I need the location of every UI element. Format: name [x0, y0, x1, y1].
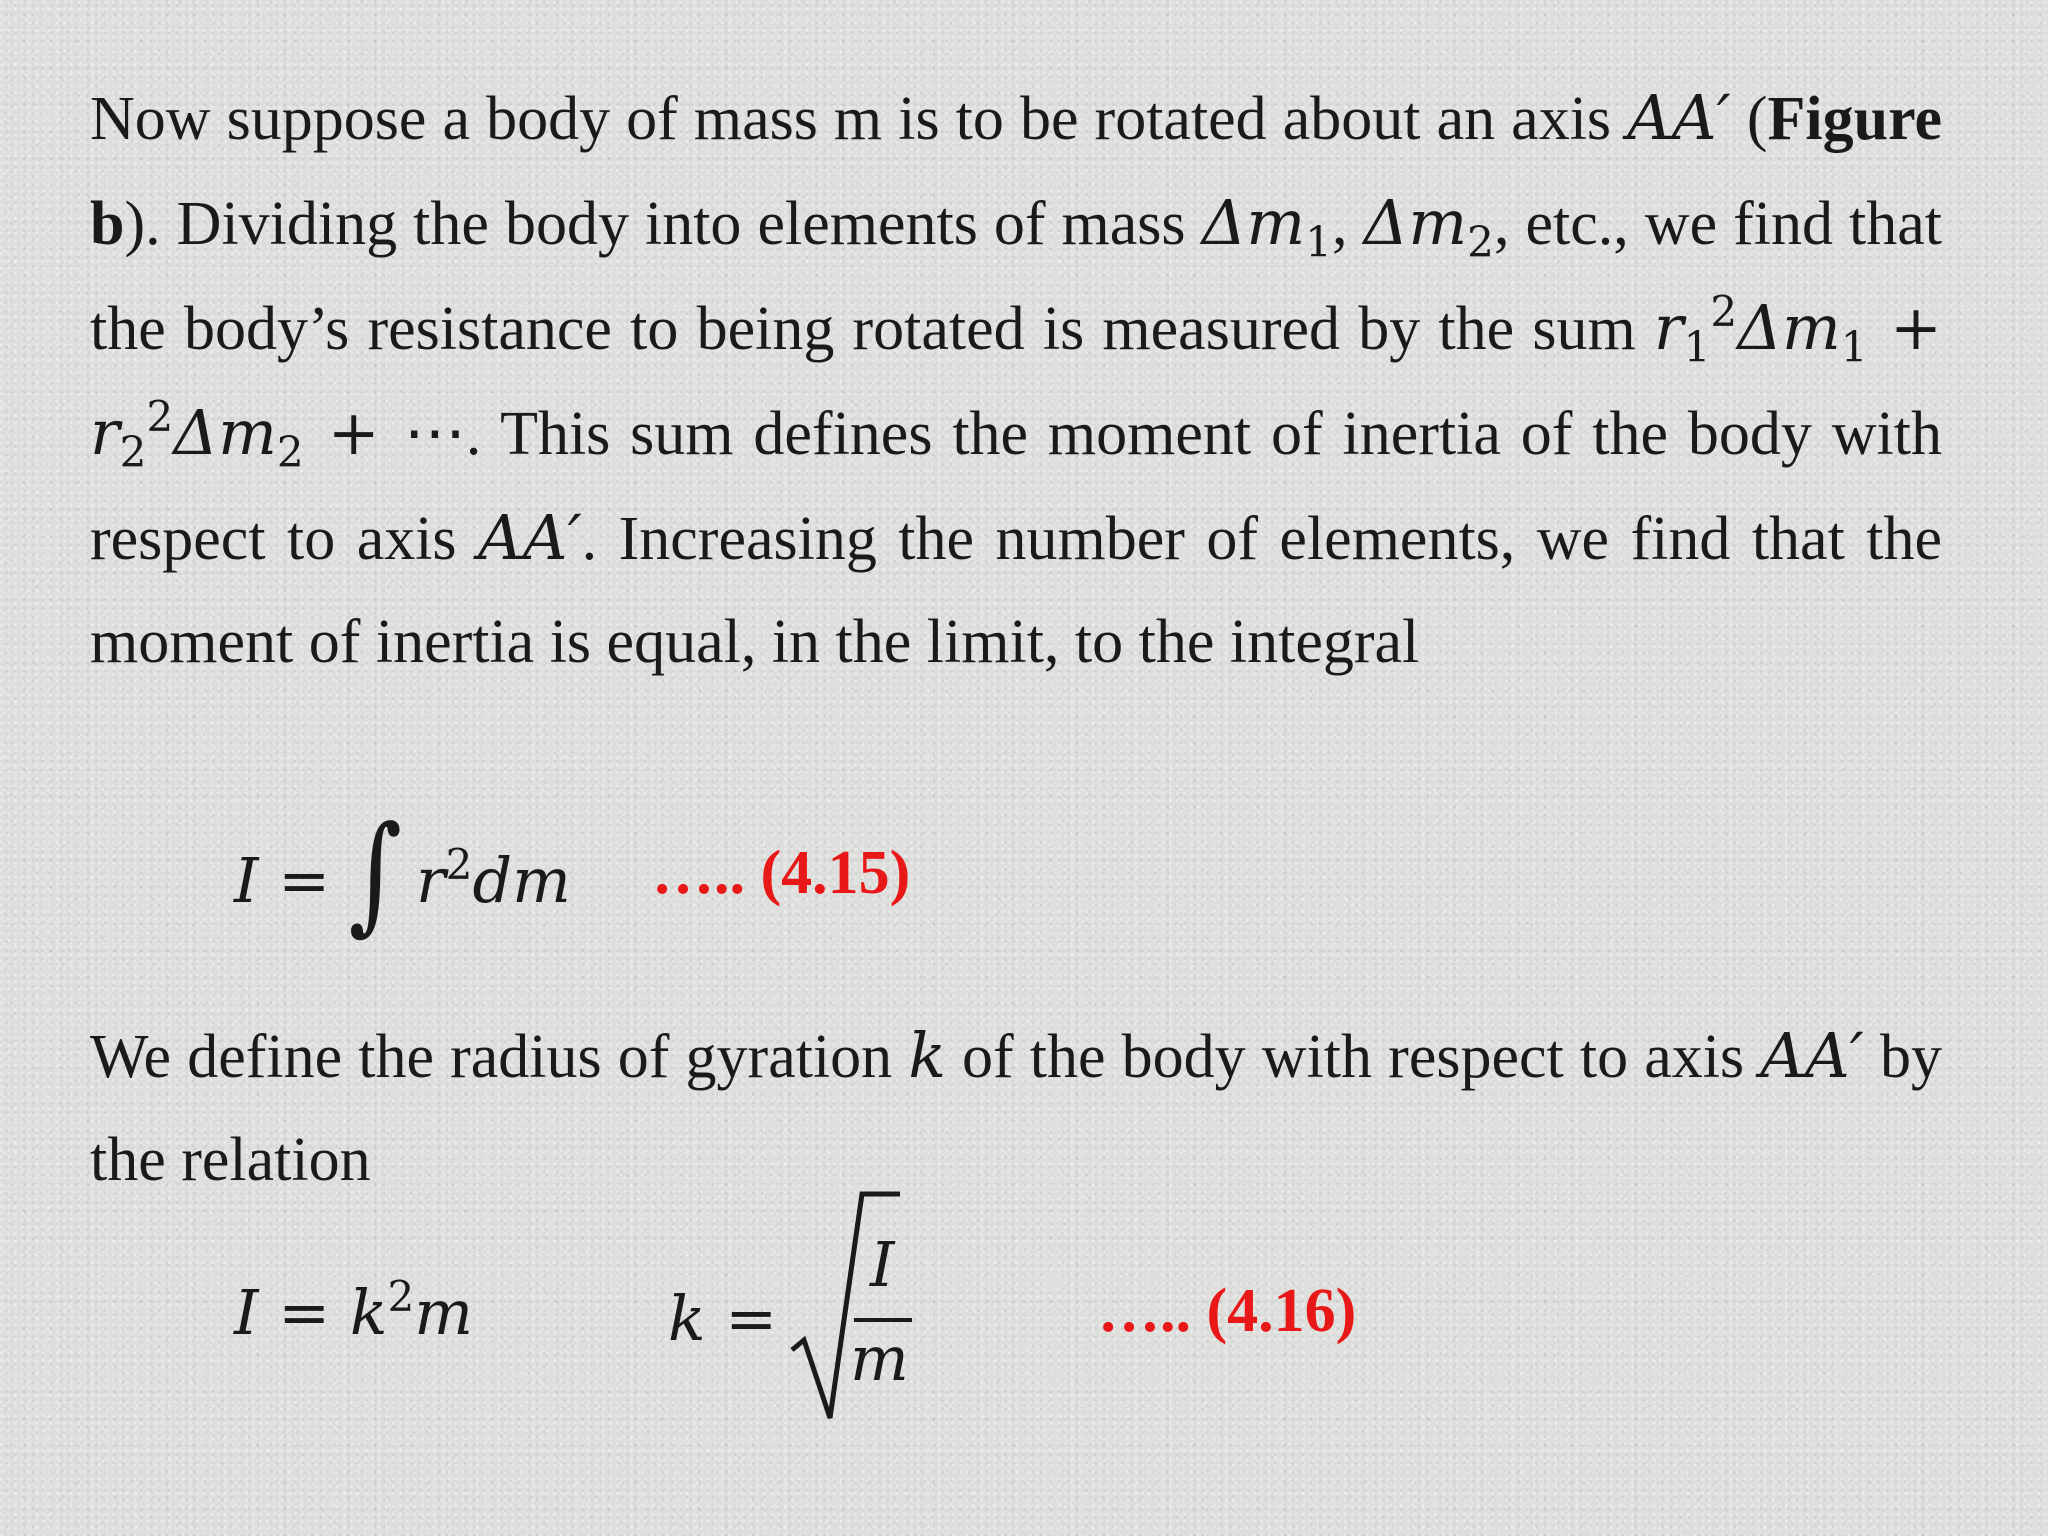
text-run: , etc., we find that the body’s resistance to being rotated is measured by the sum	[90, 190, 1942, 363]
integral-sign: ∫	[348, 799, 403, 948]
math-symbol: Δm	[1363, 186, 1468, 259]
fraction-denominator: m	[850, 1322, 909, 1395]
math-delta-m1	[1201, 186, 1332, 267]
fraction-numerator: I	[870, 1228, 895, 1301]
math-delta-m2	[1363, 186, 1494, 267]
math-superscript: 2	[146, 391, 174, 441]
math-axis-aa-prime: AA′	[1627, 81, 1731, 154]
math-subscript: 2	[276, 427, 304, 477]
equation-number-4-15: ….. (4.15)	[652, 839, 911, 907]
math-symbol: I = k	[234, 1276, 388, 1349]
math-symbol: Δm	[1201, 186, 1306, 259]
math-k: k	[908, 1019, 946, 1092]
math-symbol: r	[1653, 291, 1684, 364]
math-symbol: dm	[472, 844, 571, 917]
equation-4-16-left	[234, 1271, 474, 1349]
math-integrand	[416, 839, 571, 917]
math-subscript: 2	[119, 427, 147, 477]
math-subscript: 1	[1840, 322, 1868, 372]
figure-reference: Figure b	[90, 85, 1942, 258]
paragraph-moment-of-inertia	[90, 66, 1942, 694]
paragraph-radius-of-gyration	[90, 1004, 1942, 1212]
math-subscript: 1	[1305, 217, 1332, 267]
math-superscript: 2	[445, 839, 473, 889]
math-symbol: m	[414, 1276, 474, 1349]
equation-number-4-16: ….. (4.16)	[1098, 1277, 1357, 1345]
math-axis-aa-prime: AA′	[478, 501, 582, 574]
text-run: by the relation	[90, 1023, 1942, 1194]
equation-4-16-right	[668, 1190, 928, 1430]
math-subscript: 1	[1683, 322, 1711, 372]
text-run: of the body with respect to axis	[945, 1023, 1761, 1091]
text-run: ,	[1332, 190, 1364, 258]
math-symbol: Δm	[1737, 291, 1841, 364]
text-run: ). Dividing the body into elements of mass	[124, 190, 1202, 258]
text-run: Now suppose a body of mass m is to be rotated about an axis	[90, 85, 1628, 153]
math-symbol: Δm	[173, 396, 277, 469]
math-axis-aa-prime: AA′	[1760, 1019, 1864, 1092]
math-subscript: 2	[1467, 217, 1494, 267]
math-operator: +	[1867, 291, 1942, 364]
math-symbol: r	[416, 844, 446, 917]
text-run: . Increasing the number of elements, we find that the moment of inertia is equal, in the limit, to the integral	[90, 505, 1942, 676]
math-superscript: 2	[1710, 286, 1738, 336]
text-run: (	[1730, 85, 1768, 153]
math-lhs: k =	[668, 1282, 778, 1355]
math-operator: + ⋯	[303, 396, 466, 469]
math-lhs: I =	[234, 844, 331, 917]
text-run: . This sum defines the moment of inertia of the body with respect to axis	[90, 400, 1942, 573]
math-symbol: r	[90, 396, 120, 469]
text-run: We define the radius of gyration	[90, 1023, 909, 1091]
math-superscript: 2	[387, 1271, 415, 1321]
